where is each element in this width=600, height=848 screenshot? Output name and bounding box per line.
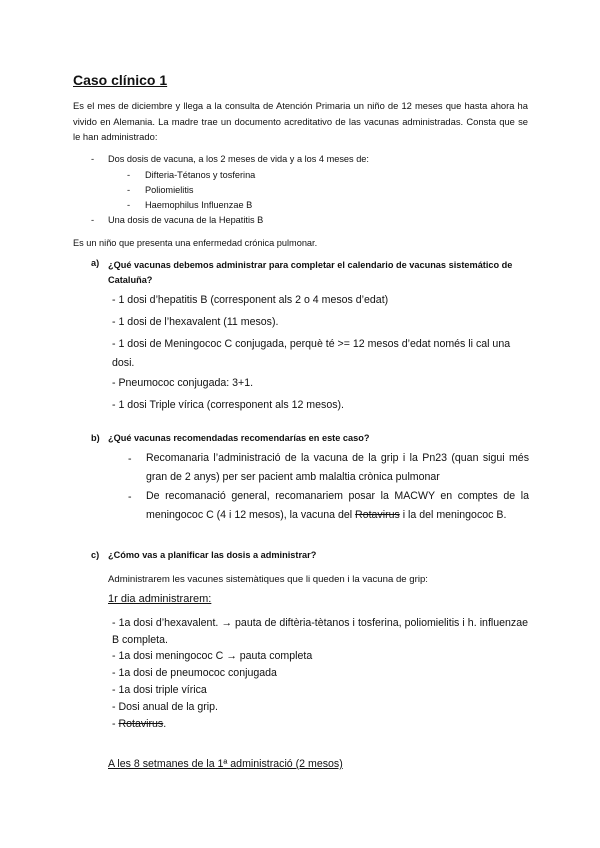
list-dash: - bbox=[91, 153, 95, 164]
list-item: Dos dosis de vacuna, a los 2 meses de vida y a los 4 meses de: bbox=[108, 154, 369, 164]
list-item: Una dosis de vacuna de la Hepatitis B bbox=[108, 215, 264, 225]
sublist-item: Haemophilus Influenzae B bbox=[145, 200, 253, 210]
question-letter-a: a) bbox=[91, 258, 100, 268]
question-a: ¿Qué vacunas debemos administrar para completar el calendario de vacunas sistemático de Cataluña? bbox=[108, 260, 513, 285]
day1-item: - 1a dosi d’hexavalent. → pauta de diftèria-tètanos i tosferina, poliomielitis i h. influenzae B completa. bbox=[112, 617, 528, 646]
question-c: ¿Cómo vas a planificar las dosis a administrar? bbox=[108, 550, 317, 560]
page-title: Caso clínico 1 bbox=[73, 72, 168, 88]
week8-heading: A les 8 setmanes de la 1ª administració (2 mesos) bbox=[108, 758, 343, 770]
day1-item: - Dosi anual de la grip. bbox=[112, 701, 218, 713]
day1-item: - 1a dosi de pneumococ conjugada bbox=[112, 667, 277, 679]
answer-a-item: - Pneumococ conjugada: 3+1. bbox=[112, 377, 254, 389]
plan-intro: Administrarem les vacunes sistemàtiques que li queden i la vacuna de grip: bbox=[108, 574, 428, 585]
answer-b-dash: - bbox=[128, 491, 132, 503]
answer-b-text: De recomanació general, recomanariem posar la MACWY en comptes de la meningococ C (4 i 12 mesos), la vacuna del bbox=[146, 490, 529, 521]
answer-b-item bbox=[146, 487, 529, 525]
answer-a-item: - 1 dosi Triple vírica (corresponent als 12 mesos). bbox=[112, 399, 344, 411]
day1-last-dash: - bbox=[112, 718, 116, 730]
sublist-dash: - bbox=[127, 199, 131, 210]
answer-a-item: - 1 dosi de l’hexavalent (11 mesos). bbox=[112, 316, 279, 328]
question-letter-c: c) bbox=[91, 550, 100, 560]
day1-item bbox=[112, 716, 166, 733]
list-dash: - bbox=[91, 214, 95, 225]
sublist-dash: - bbox=[127, 184, 131, 195]
question-b: ¿Qué vacunas recomendadas recomendarías en este caso? bbox=[108, 433, 370, 443]
sublist-dash: - bbox=[127, 169, 131, 180]
day1-item: - 1a dosi triple vírica bbox=[112, 684, 207, 696]
struck-rotavirus: Rotavirus bbox=[355, 509, 400, 521]
day1-heading: 1r dia administrarem: bbox=[108, 593, 212, 605]
answer-b-item: Recomanaria l’administració de la vacuna de la grip i la Pn23 (quan sigui més gran de 2 anys) per ser pacient amb malaltia crònica pulmonar bbox=[146, 452, 529, 483]
question-letter-b: b) bbox=[91, 433, 100, 443]
answer-b-dash: - bbox=[128, 453, 132, 465]
answer-a-item: - 1 dosi d’hepatitis B (corresponent als 2 o 4 mesos d’edat) bbox=[112, 294, 389, 306]
day1-last-end: . bbox=[163, 718, 167, 730]
day1-item: - 1a dosi meningococ C → pauta completa bbox=[112, 650, 313, 662]
struck-rotavirus: Rotavirus bbox=[118, 718, 164, 730]
chronic-statement: Es un niño que presenta una enfermedad crónica pulmonar. bbox=[73, 238, 318, 248]
sublist-item: Difteria-Tétanos y tosferina bbox=[145, 170, 256, 180]
answer-a-item: - 1 dosi de Meningococ C conjugada, perquè té >= 12 mesos d’edat només li cal una dosi. bbox=[112, 338, 511, 369]
answer-b-text-end: i la del meningococ B. bbox=[402, 509, 507, 521]
sublist-item: Poliomielitis bbox=[145, 185, 194, 195]
intro-paragraph: Es el mes de diciembre y llega a la consulta de Atención Primaria un niño de 12 meses que hasta ahora ha vivido en Alemania. La madre trae un documento acreditativo de las vacunas administradas. Consta que se le han administrado: bbox=[73, 100, 528, 142]
